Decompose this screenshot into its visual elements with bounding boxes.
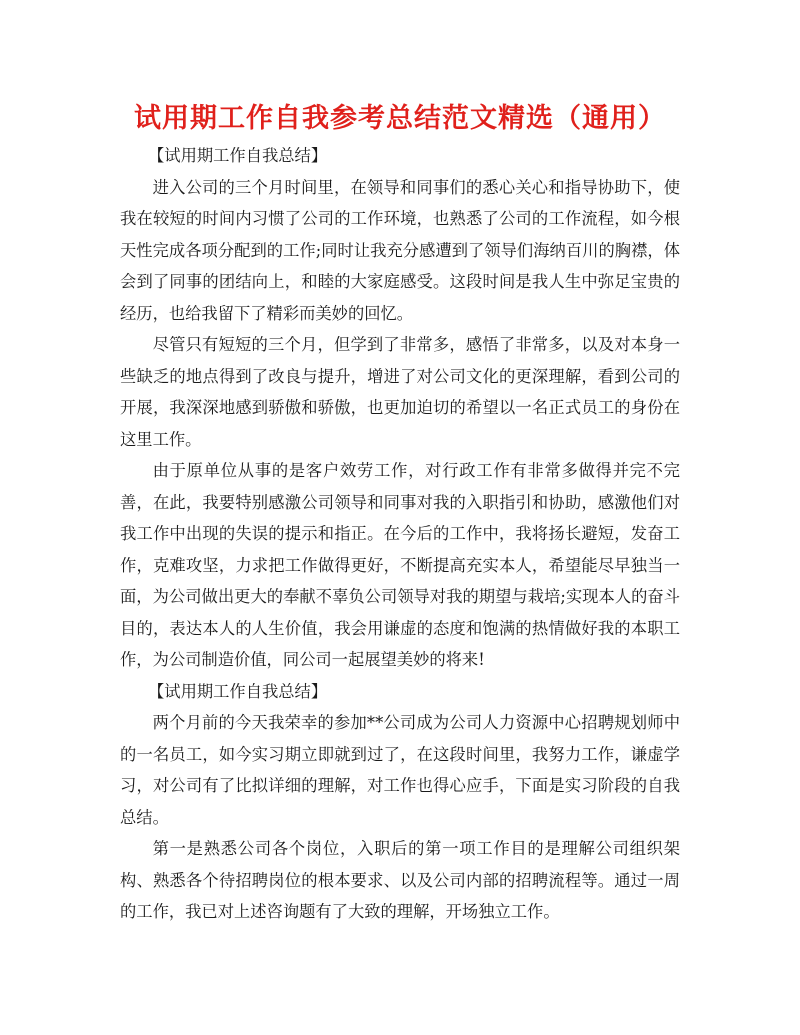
paragraph: 进入公司的三个月时间里，在领导和同事们的悉心关心和指导协助下，使我在较短的时间内习惯了公司的工作环境，也熟悉了公司的工作流程，如今根天性完成各项分配到的工作;同时让我充分感遭到了领导们海纳百川的胸襟，体会到了同事的团结向上，和睦的大家庭感受。这段时间是我人生中弥足宝贵的经历，也给我留下了精彩而美妙的回忆。 [120,177,680,323]
paragraph: 由于原单位从事的是客户效劳工作，对行政工作有非常多做得并完不完善，在此，我要特别感激公司领导和同事对我的入职指引和协助，感激他们对我工作中出现的失误的提示和指正。在今后的工作中，我将扬长避短，发奋工作，克难攻坚，力求把工作做得更好，不断提高充实本人，希望能尽早独当一面，为公司做出更大的奉献不辜负公司领导对我的期望与栽培;实现本人的奋斗目的，表达本人的人生价值，我会用谦虚的态度和饱满的热情做好我的本职工作，为公司制造价值，同公司一起展望美妙的将来! [120,461,680,669]
paragraph: 第一是熟悉公司各个岗位，入职后的第一项工作目的是理解公司组织架构、熟悉各个待招聘岗位的根本要求、以及公司内部的招聘流程等。通过一周的工作，我已对上述咨询题有了大致的理解，开场独立工作。 [120,839,680,921]
paragraph: 尽管只有短短的三个月，但学到了非常多，感悟了非常多，以及对本身一些缺乏的地点得到了改良与提升，增进了对公司文化的更深理解，看到公司的开展，我深深地感到骄傲和骄傲，也更加迫切的希望以一名正式员工的身份在这里工作。 [120,335,680,449]
document-title: 试用期工作自我参考总结范文精选（通用） [134,103,666,134]
section-2 [120,676,680,928]
document-body [120,140,680,928]
section-1 [120,140,680,676]
paragraph: 两个月前的今天我荣幸的参加**公司成为公司人力资源中心招聘规划师中的一名员工，如今实习期立即就到过了，在这段时间里，我努力工作，谦虚学习，对公司有了比拟详细的理解，对工作也得心应手，下面是实习阶段的自我总结。 [120,713,680,827]
section-heading: 【试用期工作自我总结】 [148,146,328,165]
section-heading: 【试用期工作自我总结】 [148,681,328,701]
